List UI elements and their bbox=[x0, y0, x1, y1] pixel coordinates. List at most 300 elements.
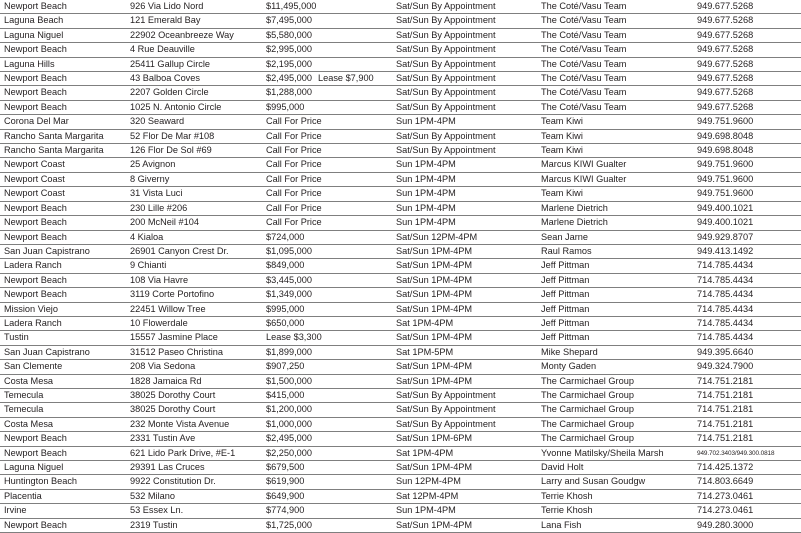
address-text: 232 Monte Vista Avenue bbox=[130, 418, 230, 429]
address-text: 230 Lille #206 bbox=[130, 202, 188, 213]
phone-cell bbox=[693, 316, 801, 330]
city-cell bbox=[0, 230, 126, 244]
city-text: Laguna Hills bbox=[4, 58, 55, 69]
phone-cell bbox=[693, 432, 801, 446]
hours-cell bbox=[392, 374, 537, 388]
phone-text: 949.400.1021 bbox=[697, 202, 754, 213]
phone-cell bbox=[693, 187, 801, 201]
address-text: 9922 Constitution Dr. bbox=[130, 476, 216, 487]
price-text: Call For Price bbox=[266, 116, 322, 127]
address-text: 9 Chianti bbox=[130, 260, 167, 271]
phone-cell bbox=[693, 0, 801, 14]
table-row bbox=[0, 432, 801, 446]
address-text: 38025 Dorothy Court bbox=[130, 404, 216, 415]
city-cell bbox=[0, 0, 126, 14]
hours-cell bbox=[392, 316, 537, 330]
price-cell bbox=[262, 446, 392, 460]
hours-text: Sat/Sun 1PM-4PM bbox=[396, 361, 473, 372]
table-row bbox=[0, 374, 801, 388]
table-row bbox=[0, 288, 801, 302]
hours-cell bbox=[392, 172, 537, 186]
address-text: 532 Milano bbox=[130, 490, 175, 501]
phone-text: 714.785.4434 bbox=[697, 332, 754, 343]
phone-cell bbox=[693, 331, 801, 345]
city-cell bbox=[0, 86, 126, 100]
table-row bbox=[0, 345, 801, 359]
agent-text: Marcus KIWI Gualter bbox=[541, 159, 627, 170]
address-cell bbox=[126, 518, 262, 532]
city-text: San Juan Capistrano bbox=[4, 245, 90, 256]
hours-cell bbox=[392, 360, 537, 374]
price-text: $650,000 bbox=[266, 317, 305, 328]
address-text: 208 Via Sedona bbox=[130, 361, 196, 372]
city-text: Newport Beach bbox=[4, 231, 67, 242]
price-text: $3,445,000 bbox=[266, 274, 312, 285]
hours-text: Sat/Sun By Appointment bbox=[396, 404, 496, 415]
city-text: Newport Beach bbox=[4, 73, 67, 84]
city-cell bbox=[0, 57, 126, 71]
price-cell bbox=[262, 273, 392, 287]
price-text: $1,095,000 bbox=[266, 245, 312, 256]
hours-text: Sat 1PM-4PM bbox=[396, 447, 454, 458]
address-cell bbox=[126, 432, 262, 446]
city-cell bbox=[0, 259, 126, 273]
address-cell bbox=[126, 504, 262, 518]
city-cell bbox=[0, 187, 126, 201]
table-row bbox=[0, 201, 801, 215]
address-text: 22451 Willow Tree bbox=[130, 303, 206, 314]
hours-cell bbox=[392, 158, 537, 172]
phone-cell bbox=[693, 172, 801, 186]
agent-cell bbox=[537, 360, 693, 374]
city-text: Newport Coast bbox=[4, 159, 65, 170]
price-cell bbox=[262, 489, 392, 503]
phone-text: 949.751.9600 bbox=[697, 116, 754, 127]
city-cell bbox=[0, 100, 126, 114]
phone-cell bbox=[693, 302, 801, 316]
address-cell bbox=[126, 57, 262, 71]
phone-cell bbox=[693, 158, 801, 172]
hours-cell bbox=[392, 72, 537, 86]
agent-cell bbox=[537, 345, 693, 359]
agent-text: The Coté/Vasu Team bbox=[541, 58, 627, 69]
hours-cell bbox=[392, 144, 537, 158]
agent-cell bbox=[537, 86, 693, 100]
price-cell bbox=[262, 129, 392, 143]
hours-cell bbox=[392, 489, 537, 503]
phone-text: 949.751.9600 bbox=[697, 188, 754, 199]
table-row bbox=[0, 403, 801, 417]
address-text: 126 Flor De Sol #69 bbox=[130, 145, 212, 156]
price-text: Call For Price bbox=[266, 159, 322, 170]
city-text: Newport Coast bbox=[4, 188, 65, 199]
phone-cell bbox=[693, 57, 801, 71]
price-cell bbox=[262, 504, 392, 518]
hours-text: Sun 1PM-4PM bbox=[396, 217, 456, 228]
price-text: $849,000 bbox=[266, 260, 305, 271]
price-text: $1,200,000 bbox=[266, 404, 312, 415]
city-text: Newport Beach bbox=[4, 289, 67, 300]
table-row bbox=[0, 461, 801, 475]
hours-text: Sat/Sun 1PM-4PM bbox=[396, 245, 473, 256]
address-cell bbox=[126, 331, 262, 345]
agent-cell bbox=[537, 28, 693, 42]
table-row bbox=[0, 129, 801, 143]
agent-text: David Holt bbox=[541, 462, 584, 472]
agent-text: Larry and Susan Goudgw bbox=[541, 476, 646, 487]
agent-cell bbox=[537, 461, 693, 475]
address-cell bbox=[126, 43, 262, 57]
agent-cell bbox=[537, 144, 693, 158]
price-cell bbox=[262, 244, 392, 258]
price-cell bbox=[262, 461, 392, 475]
table-row bbox=[0, 43, 801, 57]
phone-text: 714.785.4434 bbox=[697, 317, 754, 328]
phone-text: 949.698.8048 bbox=[697, 130, 754, 141]
hours-text: Sat/Sun By Appointment bbox=[396, 44, 496, 55]
price-cell bbox=[262, 403, 392, 417]
price-text: $679,500 bbox=[266, 462, 305, 472]
agent-text: The Carmichael Group bbox=[541, 375, 634, 386]
address-text: 108 Via Havre bbox=[130, 274, 189, 285]
hours-cell bbox=[392, 244, 537, 258]
city-text: Newport Beach bbox=[4, 274, 67, 285]
city-cell bbox=[0, 316, 126, 330]
address-text: 25411 Gallup Circle bbox=[130, 58, 211, 69]
table-row bbox=[0, 331, 801, 345]
city-text: Laguna Beach bbox=[4, 15, 64, 26]
phone-text: 949.751.9600 bbox=[697, 159, 754, 170]
address-text: 43 Balboa Coves bbox=[130, 73, 200, 84]
hours-cell bbox=[392, 388, 537, 402]
hours-cell bbox=[392, 417, 537, 431]
address-cell bbox=[126, 461, 262, 475]
address-cell bbox=[126, 345, 262, 359]
agent-text: The Carmichael Group bbox=[541, 418, 634, 429]
phone-text: 714.751.2181 bbox=[697, 433, 754, 444]
city-text: San Juan Capistrano bbox=[4, 346, 90, 357]
phone-text: 949.324.7900 bbox=[697, 361, 754, 372]
address-cell bbox=[126, 216, 262, 230]
hours-cell bbox=[392, 403, 537, 417]
address-cell bbox=[126, 129, 262, 143]
price-cell bbox=[262, 360, 392, 374]
city-text: San Clemente bbox=[4, 361, 63, 372]
city-text: Tustin bbox=[4, 332, 29, 343]
price-text: $1,000,000 bbox=[266, 418, 312, 429]
city-cell bbox=[0, 158, 126, 172]
price-text: Lease $3,300 bbox=[266, 332, 322, 343]
address-cell bbox=[126, 417, 262, 431]
price-text: $774,900 bbox=[266, 505, 305, 516]
price-text: $907,250 bbox=[266, 361, 305, 372]
phone-text: 949.395.6640 bbox=[697, 346, 754, 357]
address-text: 31 Vista Luci bbox=[130, 188, 183, 199]
agent-text: Terrie Khosh bbox=[541, 505, 593, 516]
address-text: 38025 Dorothy Court bbox=[130, 389, 216, 400]
agent-text: Terrie Khosh bbox=[541, 490, 593, 501]
address-cell bbox=[126, 259, 262, 273]
hours-text: Sun 1PM-4PM bbox=[396, 505, 456, 516]
phone-text: 949.677.5268 bbox=[697, 58, 754, 69]
table-row bbox=[0, 360, 801, 374]
hours-cell bbox=[392, 43, 537, 57]
price-cell bbox=[262, 230, 392, 244]
city-cell bbox=[0, 374, 126, 388]
agent-cell bbox=[537, 230, 693, 244]
hours-cell bbox=[392, 475, 537, 489]
phone-text: 714.425.1372 bbox=[697, 462, 754, 472]
hours-cell bbox=[392, 273, 537, 287]
phone-text: 714.751.2181 bbox=[697, 404, 754, 415]
city-text: Newport Beach bbox=[4, 433, 67, 444]
hours-text: Sat/Sun 1PM-4PM bbox=[396, 519, 473, 530]
city-text: Temecula bbox=[4, 389, 44, 400]
address-cell bbox=[126, 273, 262, 287]
hours-cell bbox=[392, 86, 537, 100]
address-text: 8 Giverny bbox=[130, 173, 170, 184]
price-cell bbox=[262, 417, 392, 431]
city-text: Newport Beach bbox=[4, 44, 67, 55]
agent-text: Monty Gaden bbox=[541, 361, 597, 372]
phone-cell bbox=[693, 201, 801, 215]
agent-cell bbox=[537, 201, 693, 215]
city-cell bbox=[0, 461, 126, 475]
address-text: 53 Essex Ln. bbox=[130, 505, 184, 516]
price-cell bbox=[262, 475, 392, 489]
city-cell bbox=[0, 417, 126, 431]
address-text: 1828 Jamaica Rd bbox=[130, 375, 202, 386]
city-cell bbox=[0, 403, 126, 417]
hours-cell bbox=[392, 331, 537, 345]
price-text: $1,899,000 bbox=[266, 346, 312, 357]
phone-text: 949.751.9600 bbox=[697, 173, 754, 184]
phone-text: 714.273.0461 bbox=[697, 490, 754, 501]
agent-cell bbox=[537, 446, 693, 460]
price-cell bbox=[262, 201, 392, 215]
hours-text: Sat/Sun 1PM-4PM bbox=[396, 289, 473, 300]
city-text: Ladera Ranch bbox=[4, 317, 62, 328]
phone-text: 949.677.5268 bbox=[697, 15, 754, 26]
hours-cell bbox=[392, 0, 537, 14]
address-text: 22902 Oceanbreeze Way bbox=[130, 29, 234, 40]
price-text: $2,495,000 bbox=[266, 73, 312, 84]
address-cell bbox=[126, 316, 262, 330]
hours-cell bbox=[392, 230, 537, 244]
phone-text: 949.280.3000 bbox=[697, 519, 754, 530]
price-cell bbox=[262, 216, 392, 230]
phone-cell bbox=[693, 518, 801, 532]
hours-text: Sat/Sun 1PM-4PM bbox=[396, 375, 473, 386]
city-text: Irvine bbox=[4, 505, 27, 516]
agent-text: Team Kiwi bbox=[541, 145, 583, 156]
address-text: 2207 Golden Circle bbox=[130, 87, 209, 98]
city-cell bbox=[0, 446, 126, 460]
table-row bbox=[0, 172, 801, 186]
address-cell bbox=[126, 489, 262, 503]
hours-cell bbox=[392, 57, 537, 71]
phone-text: 714.785.4434 bbox=[697, 303, 754, 314]
phone-cell bbox=[693, 475, 801, 489]
agent-text: The Carmichael Group bbox=[541, 389, 634, 400]
city-cell bbox=[0, 144, 126, 158]
city-cell bbox=[0, 518, 126, 532]
agent-cell bbox=[537, 187, 693, 201]
hours-cell bbox=[392, 100, 537, 114]
city-cell bbox=[0, 43, 126, 57]
price-text: $2,250,000 bbox=[266, 447, 312, 458]
hours-cell bbox=[392, 216, 537, 230]
agent-text: Marlene Dietrich bbox=[541, 202, 608, 213]
phone-cell bbox=[693, 129, 801, 143]
phone-cell bbox=[693, 259, 801, 273]
agent-cell bbox=[537, 115, 693, 129]
lease-text: Lease $7,900 bbox=[317, 73, 374, 84]
hours-cell bbox=[392, 14, 537, 28]
phone-cell bbox=[693, 288, 801, 302]
phone-cell bbox=[693, 14, 801, 28]
agent-cell bbox=[537, 216, 693, 230]
city-cell bbox=[0, 302, 126, 316]
phone-cell bbox=[693, 489, 801, 503]
table-row bbox=[0, 57, 801, 71]
city-text: Newport Beach bbox=[4, 202, 67, 213]
city-cell bbox=[0, 489, 126, 503]
agent-cell bbox=[537, 417, 693, 431]
agent-text: Jeff Pittman bbox=[541, 332, 590, 343]
phone-cell bbox=[693, 72, 801, 86]
city-cell bbox=[0, 475, 126, 489]
phone-text: 714.785.4434 bbox=[697, 260, 754, 271]
city-cell bbox=[0, 28, 126, 42]
phone-text: 714.803.6649 bbox=[697, 476, 754, 487]
address-text: 25 Avignon bbox=[130, 159, 176, 170]
phone-text: 949.400.1021 bbox=[697, 217, 754, 228]
agent-cell bbox=[537, 489, 693, 503]
city-text: Costa Mesa bbox=[4, 375, 54, 386]
address-cell bbox=[126, 86, 262, 100]
hours-text: Sat/Sun By Appointment bbox=[396, 145, 496, 156]
phone-text: 714.751.2181 bbox=[697, 389, 754, 400]
phone-cell bbox=[693, 403, 801, 417]
city-text: Ladera Ranch bbox=[4, 260, 62, 271]
address-text: 621 Lido Park Drive, #E-1 bbox=[130, 447, 236, 458]
hours-text: Sat/Sun By Appointment bbox=[396, 389, 496, 400]
agent-text: The Coté/Vasu Team bbox=[541, 44, 627, 55]
city-text: Newport Beach bbox=[4, 1, 67, 11]
city-text: Newport Coast bbox=[4, 173, 65, 184]
table-row bbox=[0, 302, 801, 316]
price-text: Call For Price bbox=[266, 188, 322, 199]
phone-text: 714.751.2181 bbox=[697, 418, 754, 429]
city-text: Laguna Niguel bbox=[4, 29, 64, 40]
address-cell bbox=[126, 0, 262, 14]
address-cell bbox=[126, 475, 262, 489]
table-row bbox=[0, 115, 801, 129]
hours-text: Sat/Sun 1PM-6PM bbox=[396, 433, 473, 444]
city-cell bbox=[0, 388, 126, 402]
table-row bbox=[0, 273, 801, 287]
hours-cell bbox=[392, 288, 537, 302]
address-cell bbox=[126, 374, 262, 388]
phone-cell bbox=[693, 28, 801, 42]
city-cell bbox=[0, 345, 126, 359]
hours-text: Sun 1PM-4PM bbox=[396, 116, 456, 127]
address-cell bbox=[126, 187, 262, 201]
agent-cell bbox=[537, 43, 693, 57]
price-cell bbox=[262, 172, 392, 186]
agent-text: Jeff Pittman bbox=[541, 289, 590, 300]
city-text: Mission Viejo bbox=[4, 303, 58, 314]
address-cell bbox=[126, 388, 262, 402]
city-cell bbox=[0, 115, 126, 129]
phone-text: 949.929.8707 bbox=[697, 231, 754, 242]
price-text: Call For Price bbox=[266, 145, 322, 156]
address-cell bbox=[126, 201, 262, 215]
city-cell bbox=[0, 201, 126, 215]
price-text: $995,000 bbox=[266, 101, 305, 112]
hours-text: Sat/Sun By Appointment bbox=[396, 15, 496, 26]
phone-text: 714.751.2181 bbox=[697, 375, 754, 386]
city-cell bbox=[0, 216, 126, 230]
agent-cell bbox=[537, 129, 693, 143]
price-text: Call For Price bbox=[266, 202, 322, 213]
phone-cell bbox=[693, 446, 801, 460]
price-text: $1,725,000 bbox=[266, 519, 312, 530]
price-text: $7,495,000 bbox=[266, 15, 312, 26]
phone-cell bbox=[693, 100, 801, 114]
price-text: $1,349,000 bbox=[266, 289, 312, 300]
agent-text: Marlene Dietrich bbox=[541, 217, 608, 228]
address-text: 200 McNeil #104 bbox=[130, 217, 199, 228]
price-text: $2,995,000 bbox=[266, 44, 312, 55]
price-cell bbox=[262, 432, 392, 446]
address-text: 10 Flowerdale bbox=[130, 317, 188, 328]
hours-text: Sun 1PM-4PM bbox=[396, 188, 456, 199]
hours-cell bbox=[392, 201, 537, 215]
address-cell bbox=[126, 172, 262, 186]
city-cell bbox=[0, 129, 126, 143]
city-text: Huntington Beach bbox=[4, 476, 78, 487]
phone-cell bbox=[693, 216, 801, 230]
address-cell bbox=[126, 446, 262, 460]
city-cell bbox=[0, 172, 126, 186]
price-cell bbox=[262, 28, 392, 42]
agent-text: Team Kiwi bbox=[541, 130, 583, 141]
agent-cell bbox=[537, 403, 693, 417]
hours-cell bbox=[392, 115, 537, 129]
price-cell bbox=[262, 302, 392, 316]
hours-text: Sun 1PM-4PM bbox=[396, 202, 456, 213]
price-cell bbox=[262, 57, 392, 71]
agent-cell bbox=[537, 259, 693, 273]
price-text: $2,495,000 bbox=[266, 433, 312, 444]
hours-cell bbox=[392, 432, 537, 446]
phone-cell bbox=[693, 388, 801, 402]
address-text: 2319 Tustin bbox=[130, 519, 178, 530]
city-text: Temecula bbox=[4, 404, 44, 415]
price-text: $1,500,000 bbox=[266, 375, 312, 386]
hours-text: Sat 1PM-4PM bbox=[396, 317, 454, 328]
hours-text: Sat/Sun By Appointment bbox=[396, 58, 496, 69]
address-text: 15557 Jasmine Place bbox=[130, 332, 218, 343]
hours-text: Sat/Sun 1PM-4PM bbox=[396, 260, 473, 271]
price-text: $619,900 bbox=[266, 476, 305, 487]
address-text: 29391 Las Cruces bbox=[130, 462, 205, 472]
agent-text: Raul Ramos bbox=[541, 245, 592, 256]
address-cell bbox=[126, 144, 262, 158]
phone-cell bbox=[693, 144, 801, 158]
